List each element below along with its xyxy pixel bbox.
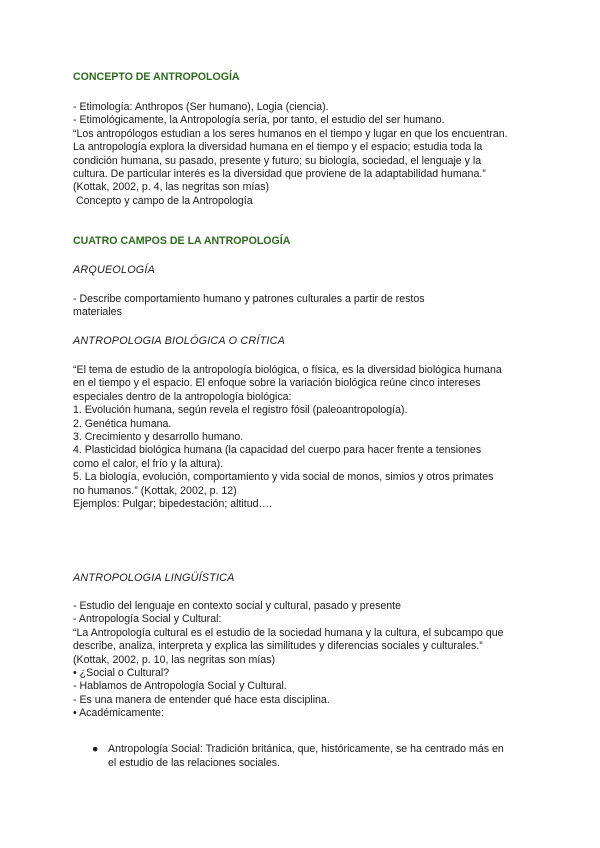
text-line: “El tema de estudio de la antropología biológica, o física, es la diversidad biológica humana	[73, 364, 502, 376]
text-line: cultura. De particular interés es la diversidad que proviene de la adaptabilidad humana.”	[73, 168, 486, 181]
text-line: - Etimológicamente, la Antropología sería, por tanto, el estudio del ser humano.	[73, 114, 445, 127]
text-line: 5. La biología, evolución, comportamiento y vida social de monos, simios y otros primates	[73, 471, 494, 484]
subheading-linguistica: ANTROPOLOGIA LINGÜÍSTICA	[73, 572, 235, 584]
subheading-biologica: ANTROPOLOGIA BIOLÓGICA O CRÍTICA	[73, 335, 285, 347]
text-line: Concepto y campo de la Antropología	[73, 194, 253, 207]
text-line: Antropología Social: Tradición británica, que, históricamente, se ha centrado más en	[108, 743, 504, 755]
linguistica-body	[73, 600, 504, 721]
text-line: materiales	[73, 306, 122, 319]
text-line: - Hablamos de Antropología Social y Cultural.	[73, 680, 287, 693]
bullet-icon: ●	[92, 743, 99, 755]
biologica-body	[73, 364, 502, 511]
text-line: - Describe comportamiento humano y patrones culturales a partir de restos	[73, 293, 425, 305]
text-line: 4. Plasticidad biológica humana (la capacidad del cuerpo para hacer frente a tensiones	[73, 444, 482, 457]
text-line: (Kottak, 2002, p. 4, las negritas son mías)	[73, 181, 270, 194]
text-line: 3. Crecimiento y desarrollo humano.	[73, 431, 244, 444]
text-line: - Estudio del lenguaje en contexto social y cultural, pasado y presente	[73, 600, 402, 612]
text-line: La antropología explora la diversidad humana en el tiempo y el espacio; estudia toda la	[73, 141, 483, 154]
subheading-arqueologia: ARQUEOLOGÍA	[73, 264, 155, 276]
text-line: el estudio de las relaciones sociales.	[108, 757, 280, 769]
text-line: (Kottak, 2002, p. 10, las negritas son mías)	[73, 653, 275, 666]
heading-concepto: CONCEPTO DE ANTROPOLOGÍA	[73, 71, 240, 83]
text-line: como el calor, el frío y la altura).	[73, 457, 224, 470]
text-line: “Los antropólogos estudian a los seres humanos en el tiempo y lugar en que los encuentran.	[73, 127, 508, 140]
text-line: 2. Genética humana.	[73, 417, 172, 430]
text-line: - Es una manera de entender qué hace esta disciplina.	[73, 693, 330, 706]
text-line: especiales dentro de la antropología biológica:	[73, 390, 292, 403]
arqueologia-body	[73, 293, 425, 320]
concepto-body	[73, 101, 508, 208]
text-line: “La Antropología cultural es el estudio de la sociedad humana y la cultura, el subcampo que	[73, 626, 504, 639]
text-line: condición humana, su pasado, presente y futuro; su biología, sociedad, el lenguaje y la	[73, 154, 482, 167]
text-line: • ¿Social o Cultural?	[73, 667, 170, 680]
text-line: • Académicamente:	[73, 707, 164, 720]
text-line: - Etimología: Anthropos (Ser humano), Logia (ciencia).	[73, 101, 329, 113]
text-line: 1. Evolución humana, según revela el registro fósil (paleoantropología).	[73, 404, 408, 417]
text-line: - Antropología Social y Cultural:	[73, 613, 222, 626]
text-line: Ejemplos: Pulgar; bipedestación; altitud….	[73, 498, 273, 511]
text-line: en el tiempo y el espacio. El enfoque sobre la variación biológica reúne cinco intereses	[73, 377, 481, 390]
heading-cuatro-campos: CUATRO CAMPOS DE LA ANTROPOLOGÍA	[73, 235, 291, 247]
text-line: no humanos.” (Kottak, 2002, p. 12)	[73, 484, 237, 497]
text-line: describe, analiza, interpreta y explica las similitudes y diferencias sociales y culturales.”	[73, 640, 483, 653]
